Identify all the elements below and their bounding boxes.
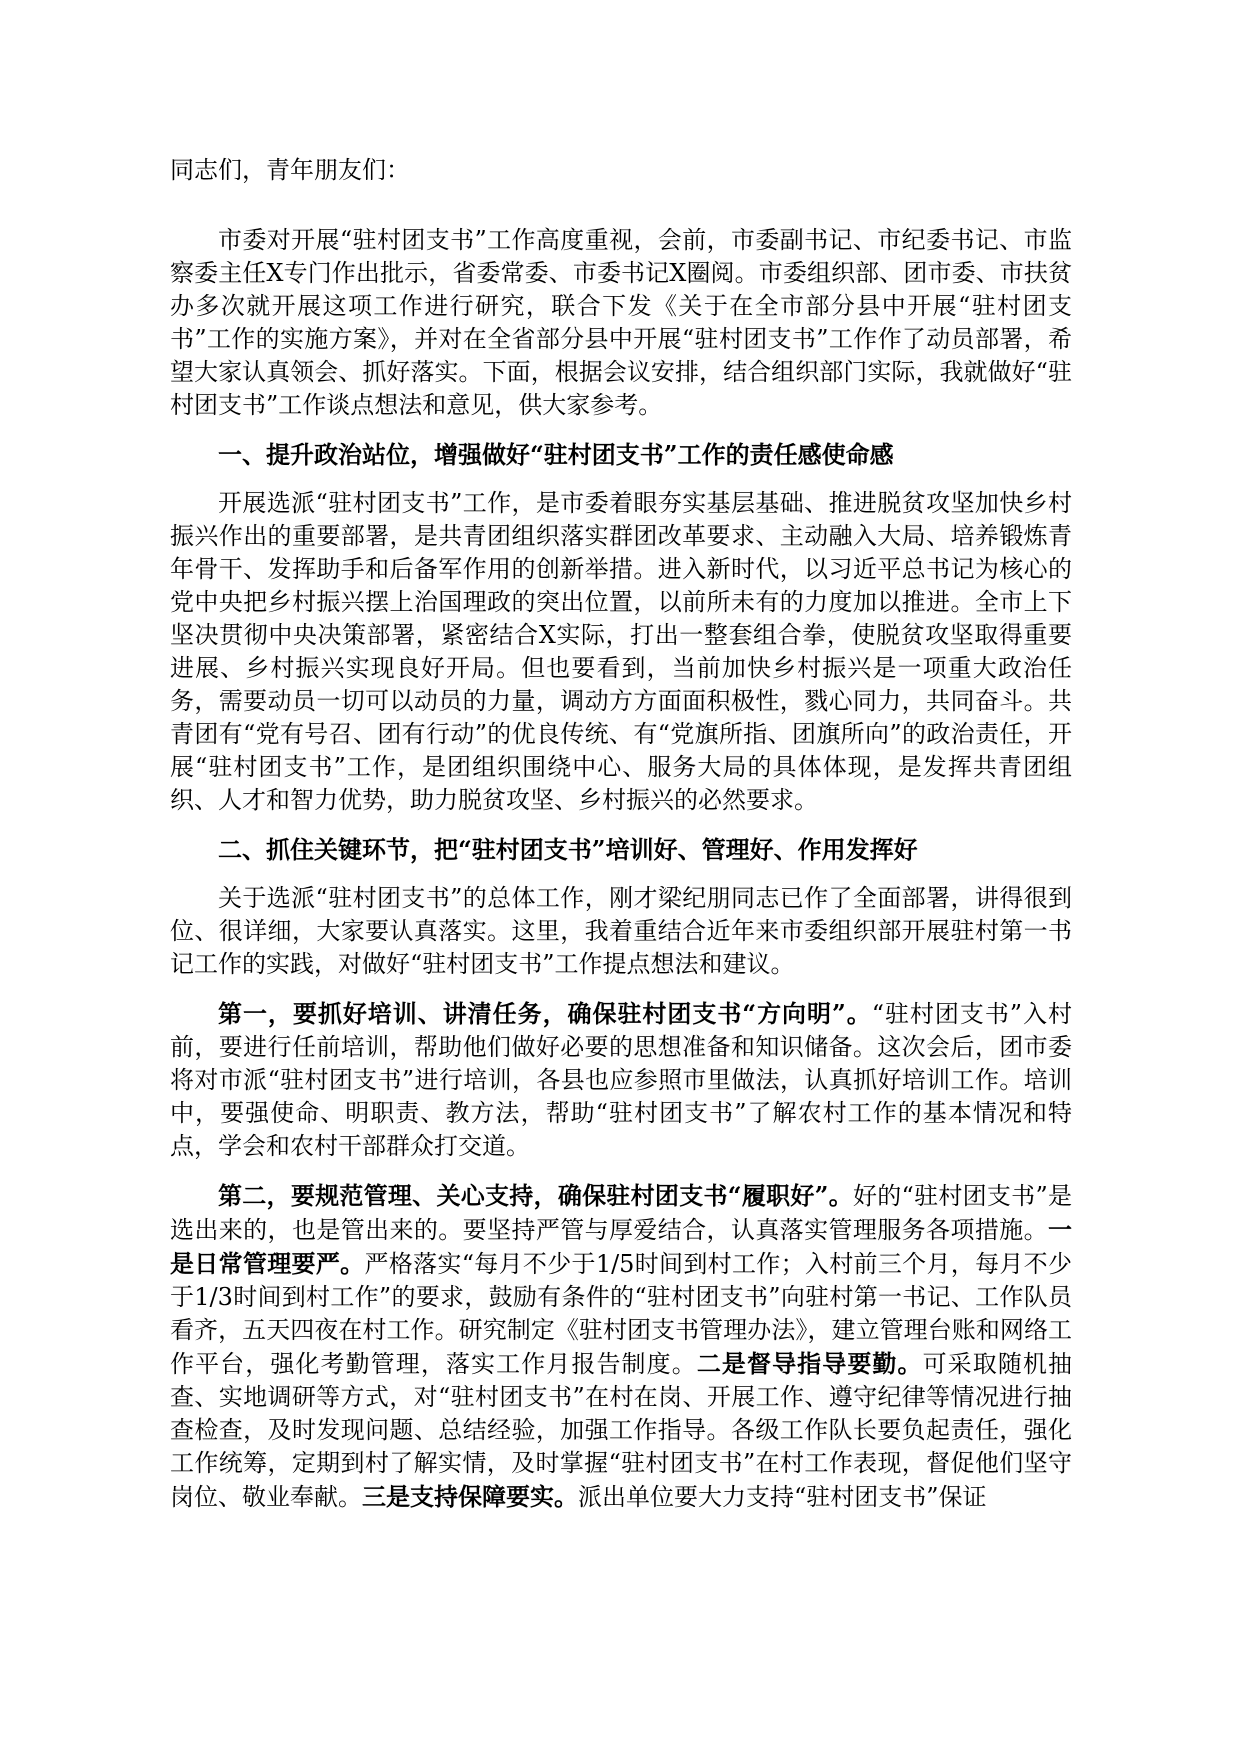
section-1-paragraph: 开展选派“驻村团支书”工作，是市委着眼夯实基层基础、推进脱贫攻坚加快乡村振兴作出的重要部署，是共青团组织落实群团改革要求、主动融入大局、培养锻炼青年骨干、发挥助手和后备军作用的创新举措。进入新时代，以习近平总书记为核心的党中央把乡村振兴摆上治国理政的突出位置，以前所未有的力度加以推进。全市上下坚决贯彻中央决策部署，紧密结合X实际，打出一整套组合拳，使脱贫攻坚取得重要进展、乡村振兴实现良好开局。但也要看到，当前加快乡村振兴是一项重大政治任务，需要动员一切可以动员的力量，调动方方面面积极性，戮心同力，共同奋斗。共青团有“党有号召、团有行动”的优良传统、有“党旗所指、团旗所向”的政治责任，开展“驻村团支书”工作，是团组织围绕中心、服务大局的具体体现，是发挥共青团组织、人才和智力优势，助力脱贫攻坚、乡村振兴的必然要求。 xyxy=(170,489,1072,814)
point-2-lead: 第二，要规范管理、关心支持，确保驻村团支书“履职好”。 xyxy=(218,1181,853,1210)
intro-paragraph: 市委对开展“驻村团支书”工作高度重视，会前，市委副书记、市纪委书记、市监察委主任X专门作出批示，省委常委、市委书记X圈阅。市委组织部、团市委、市扶贫办多次就开展这项工作进行研究，联合下发《关于在全市部分县中开展“驻村团支书”工作的实施方案》，并对在全省部分县中开展“驻村团支书”工作作了动员部署，希望大家认真领会、抓好落实。下面，根据会议安排，结合组织部门实际，我就做好“驻村团支书”工作谈点想法和意见，供大家参考。 xyxy=(170,226,1072,419)
point-2-paragraph xyxy=(170,1179,1072,1514)
point-2-text: 好的“驻村团支书”是选出来的，也是管出来的。要坚持严管与厚爱结合，认真落实管理服务各项措施。 xyxy=(170,1182,1072,1244)
salutation: 同志们，青年朋友们： xyxy=(170,156,410,184)
section-1-heading: 一、提升政治站位，增强做好“驻村团支书”工作的责任感使命感 xyxy=(218,440,894,469)
sub-1-text: 严格落实“每月不少于1/5时间到村工作；入村前三个月，每月不少于1/3时间到村工作”的要求，鼓励有条件的“驻村团支书”向驻村第一书记、工作队员看齐，五天四夜在村工作。研究制定《驻村团支书管理办法》，建立管理台账和网络工作平台，强化考勤管理，落实工作月报告制度。 xyxy=(170,1250,1072,1378)
point-1-lead: 第一，要抓好培训、讲清任务，确保驻村团支书“方向明”。 xyxy=(218,999,872,1028)
section-2-paragraph: 关于选派“驻村团支书”的总体工作，刚才梁纪朋同志已作了全面部署，讲得很到位、很详细，大家要认真落实。这里，我着重结合近年来市委组织部开展驻村第一书记工作的实践，对做好“驻村团支书”工作提点想法和建议。 xyxy=(170,884,1072,978)
document-body xyxy=(170,154,1072,1514)
point-1-paragraph xyxy=(170,997,1072,1163)
sub-3-lead: 三是支持保障要实。 xyxy=(362,1482,578,1511)
sub-2-lead: 二是督导指导要勤。 xyxy=(696,1349,923,1378)
sub-1-lead: 一是日常管理要严。 xyxy=(170,1215,1072,1278)
sub-2-text: 可采取随机抽查、实地调研等方式，对“驻村团支书”在村在岗、开展工作、遵守纪律等情况进行抽查检查，及时发现问题、总结经验，加强工作指导。各级工作队长要负起责任，强化工作统筹，定期到村了解实情，及时掌握“驻村团支书”在村工作表现，督促他们坚守岗位、敬业奉献。 xyxy=(170,1350,1073,1511)
point-1-text: “驻村团支书”入村前，要进行任前培训，帮助他们做好必要的思想准备和知识储备。这次会后，团市委将对市派“驻村团支书”进行培训，各县也应参照市里做法，认真抓好培训工作。培训中，要强使命、明职责、教方法，帮助“驻村团支书”了解农村工作的基本情况和特点，学会和农村干部群众打交道。 xyxy=(170,1000,1072,1160)
section-2-heading: 二、抓住关键环节，把“驻村团支书”培训好、管理好、作用发挥好 xyxy=(218,835,918,864)
sub-3-text: 派出单位要大力支持“驻村团支书”保证 xyxy=(578,1483,987,1511)
